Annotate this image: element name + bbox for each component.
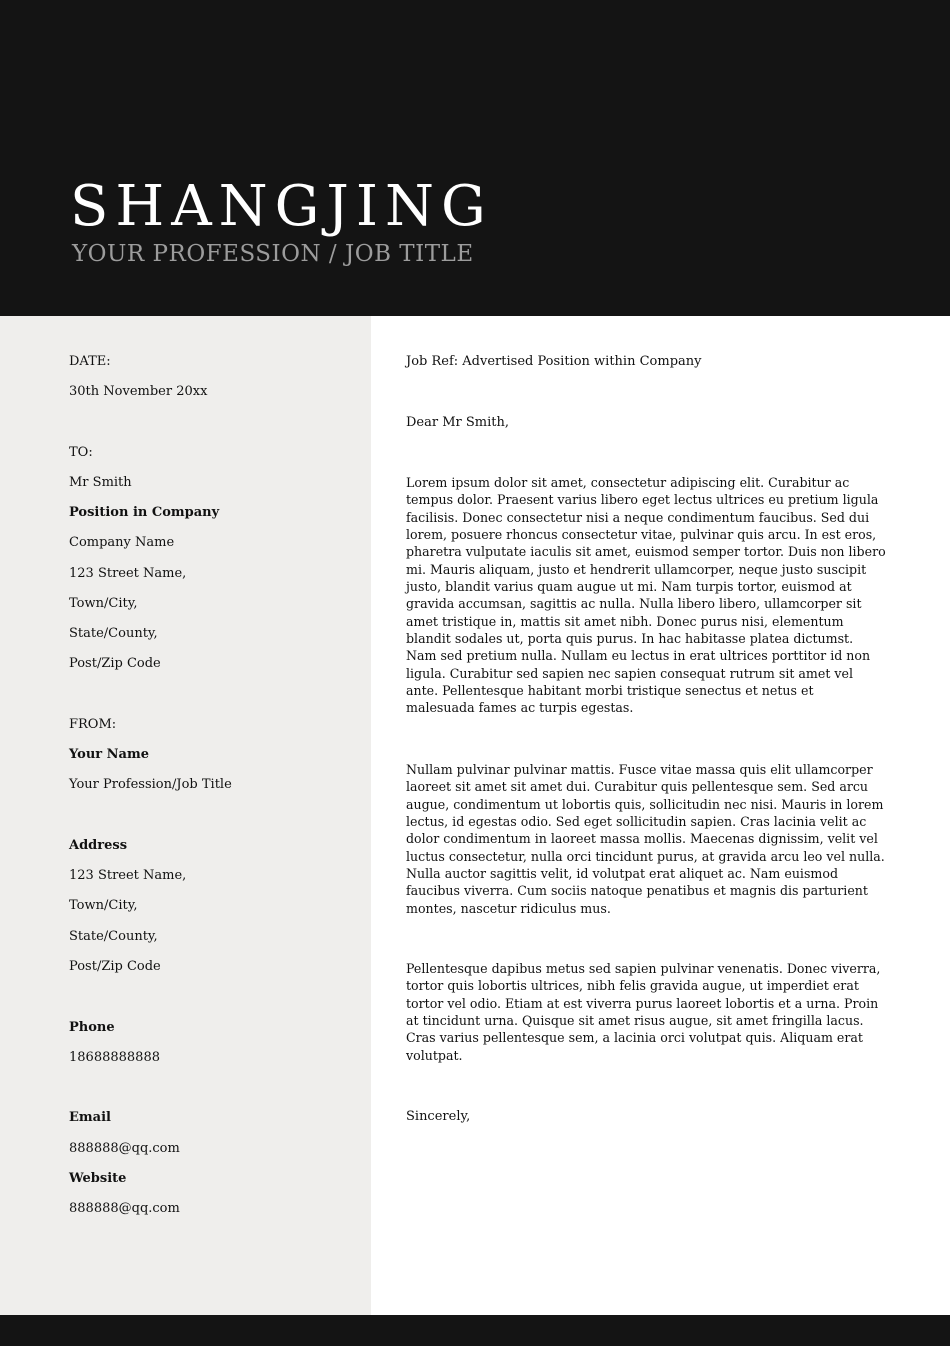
sidebar-panel xyxy=(0,316,371,1315)
sender-profession: Your Profession/Job Title xyxy=(69,777,232,792)
applicant-name: SHANGJING xyxy=(70,174,493,239)
recipient-state: State/County, xyxy=(69,626,158,641)
from-label: FROM: xyxy=(69,717,117,732)
website-value: 888888@qq.com xyxy=(69,1201,180,1216)
closing: Sincerely, xyxy=(406,1109,471,1124)
footer-bar xyxy=(0,1315,950,1346)
letter-paragraph-2: Nullam pulvinar pulvinar mattis. Fusce vitae massa quis elit ullamcorper laoreet sit amet sit amet dui. Curabitur quis pellentesque sem. Sed arcu augue, condimentum ut lobortis quis, sollicitudin nec nisi. Mauris in lorem lectus, id egestas odio. Sed eget sollicitudin sapien. Cras lacinia velit ac dolor condimentum in laoreet massa mollis. Maecenas dignissim, velit vel luctus consectetur, nulla orci tincidunt purus, at gravida arcu leo vel nulla. Nulla auctor sagittis velit, id volutpat erat aliquet ac. Nam euismod faucibus viverra. Cum sociis natoque penatibus et magnis dis parturient montes, nascetur ridiculus mus. xyxy=(406,762,885,916)
address-label: Address xyxy=(69,838,128,853)
recipient-company: Company Name xyxy=(69,535,175,550)
recipient-name: Mr Smith xyxy=(69,475,132,490)
sender-zip: Post/Zip Code xyxy=(69,959,161,974)
applicant-profession: YOUR PROFESSION / JOB TITLE xyxy=(72,241,474,267)
website-label: Website xyxy=(69,1171,127,1186)
header-banner xyxy=(0,0,950,316)
sender-town: Town/City, xyxy=(69,898,138,913)
recipient-town: Town/City, xyxy=(69,596,138,611)
letter-paragraph-1: Lorem ipsum dolor sit amet, consectetur adipiscing elit. Curabitur ac tempus dolor. Praesent varius libero eget lectus ultrices eu pretium ligula facilisis. Donec consectetur nisi a neque condimentum faucibus. Sed dui lorem, posuere rhoncus consectetur vitae, pulvinar quis arcu. In est eros, pharetra vulputate iaculis sit amet, euismod semper tortor. Duis non libero mi. Mauris aliquam, justo et hendrerit ullamcorper, neque justo suscipit justo, blandit varius quam augue ut mi. Nam turpis tortor, euismod at gravida accumsan, sagittis ac nulla. Nulla libero libero, ullamcorper sit amet tristique in, mattis sit amet nibh. Donec purus nisi, elementum blandit sodales ut, porta quis purus. In hac habitasse platea dictumst. Nam sed pretium nulla. Nullam eu lectus in erat ultrices porttitor id non ligula. Curabitur sed sapien nec sapien consequat rutrum sit amet vel ante. Pellentesque habitant morbi tristique senectus et netus et malesuada fames ac turpis egestas. xyxy=(406,475,886,716)
salutation: Dear Mr Smith, xyxy=(406,415,509,430)
recipient-street: 123 Street Name, xyxy=(69,566,187,581)
email-value: 888888@qq.com xyxy=(69,1141,180,1156)
date-value: 30th November 20xx xyxy=(69,384,208,399)
to-label: TO: xyxy=(69,445,93,460)
phone-label: Phone xyxy=(69,1020,115,1035)
date-label: DATE: xyxy=(69,354,111,369)
email-label: Email xyxy=(69,1110,111,1125)
recipient-zip: Post/Zip Code xyxy=(69,656,161,671)
sender-name: Your Name xyxy=(69,747,149,762)
sender-state: State/County, xyxy=(69,929,158,944)
recipient-position: Position in Company xyxy=(69,505,220,520)
letter-paragraph-3: Pellentesque dapibus metus sed sapien pulvinar venenatis. Donec viverra, tortor quis lobortis ultrices, nibh felis gravida augue, ut imperdiet erat tortor vel odio. Etiam at est viverra purus laoreet lobortis et a urna. Proin at tincidunt urna. Quisque sit amet risus augue, sit amet fringilla lacus. Cras varius pellentesque sem, a lacinia orci volutpat quis. Aliquam erat volutpat. xyxy=(406,961,881,1063)
sender-street: 123 Street Name, xyxy=(69,868,187,883)
job-reference: Job Ref: Advertised Position within Company xyxy=(406,354,702,369)
phone-value: 18688888888 xyxy=(69,1050,160,1065)
